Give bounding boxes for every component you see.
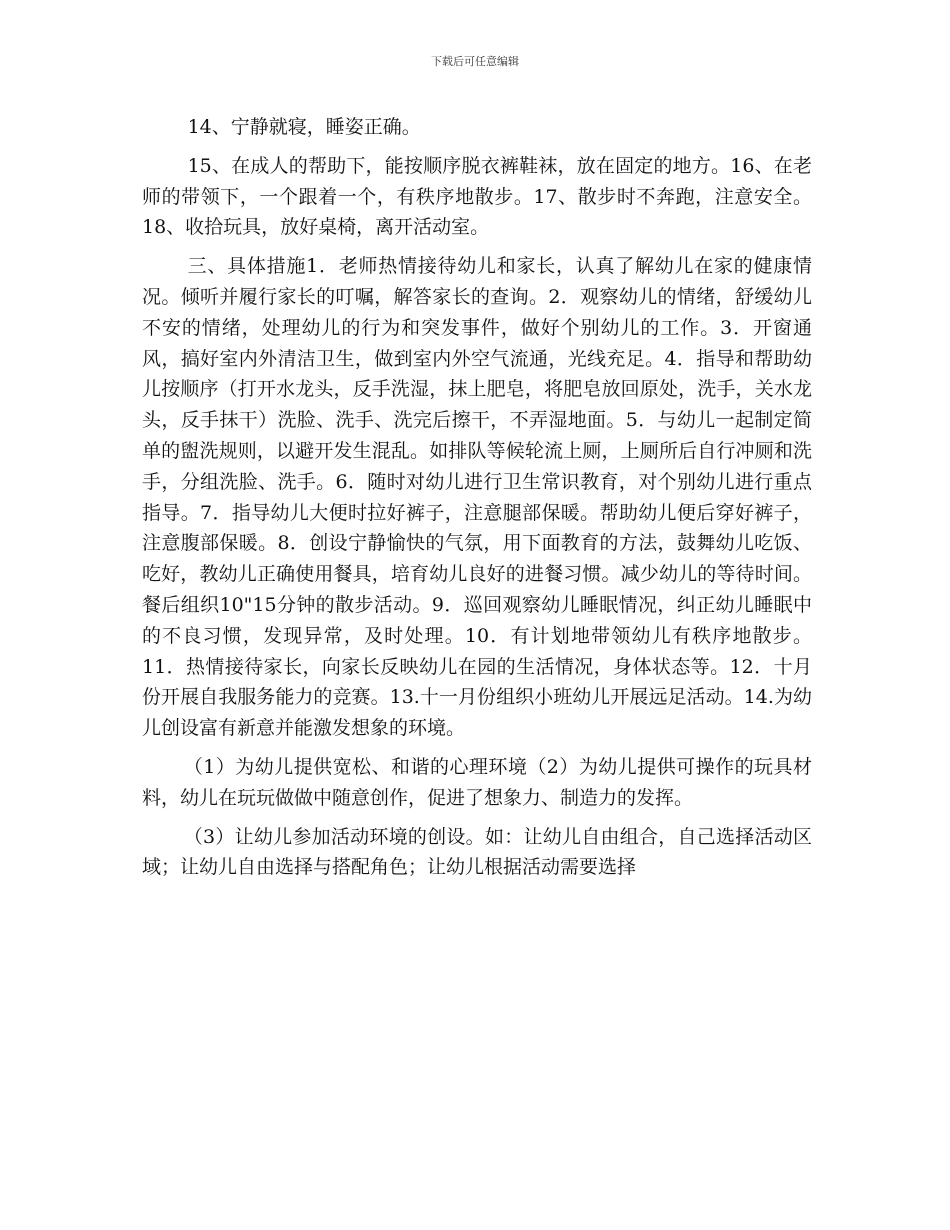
paragraph-5: （3）让幼儿参加活动环境的创设。如：让幼儿自由组合，自己选择活动区域；让幼儿自由选择与搭配角色；让幼儿根据活动需要选择 [142,825,812,879]
paragraph-2: 15、在成人的帮助下，能按顺序脱衣裤鞋袜，放在固定的地方。16、在老师的带领下，一个跟着一个，有秩序地散步。17、散步时不奔跑，注意安全。18、收拾玩具，放好桌椅，离开活动室。 [142,154,812,239]
paragraph-1: 14、宁静就寝，睡姿正确。 [187,116,421,138]
page-header: 下载后可任意编辑 [431,55,519,68]
document-body [142,112,812,883]
paragraph-3: 三、具体措施1．老师热情接待幼儿和家长，认真了解幼儿在家的健康情况。倾听并履行家长的叮嘱，解答家长的查询。2．观察幼儿的情绪，舒缓幼儿不安的情绪，处理幼儿的行为和突发事件，做好个别幼儿的工作。3．开窗通风，搞好室内外清洁卫生，做到室内外空气流通，光线充足。4．指导和帮助幼儿按顺序（打开水龙头，反手洗湿，抹上肥皂，将肥皂放回原处，洗手，关水龙头，反手抹干）洗脸、洗手、洗完后擦干，不弄湿地面。5．与幼儿一起制定简单的盥洗规则，以避开发生混乱。如排队等候轮流上厕，上厕所后自行冲厕和洗手，分组洗脸、洗手。6．随时对幼儿进行卫生常识教育，对个别幼儿进行重点指导。7．指导幼儿大便时拉好裤子，注意腿部保暖。帮助幼儿便后穿好裤子，注意腹部保暖。8．创设宁静愉快的气氛，用下面教育的方法，鼓舞幼儿吃饭、吃好，教幼儿正确使用餐具，培育幼儿良好的进餐习惯。减少幼儿的等待时间。餐后组织10"15分钟的散步活动。9．巡回观察幼儿睡眠情况，纠正幼儿睡眠中的不良习惯，发现异常，及时处理。10．有计划地带领幼儿有秩序地散步。11．热情接待家长，向家长反映幼儿在园的生活情况，身体状态等。12．十月份开展自我服务能力的竞赛。13.十一月份组织小班幼儿开展远足活动。14.为幼儿创设富有新意并能激发想象的环境。 [142,255,812,740]
paragraph-4: （1）为幼儿提供宽松、和谐的心理环境（2）为幼儿提供可操作的玩具材料，幼儿在玩玩做做中随意创作，促进了想象力、制造力的发挥。 [142,755,812,809]
